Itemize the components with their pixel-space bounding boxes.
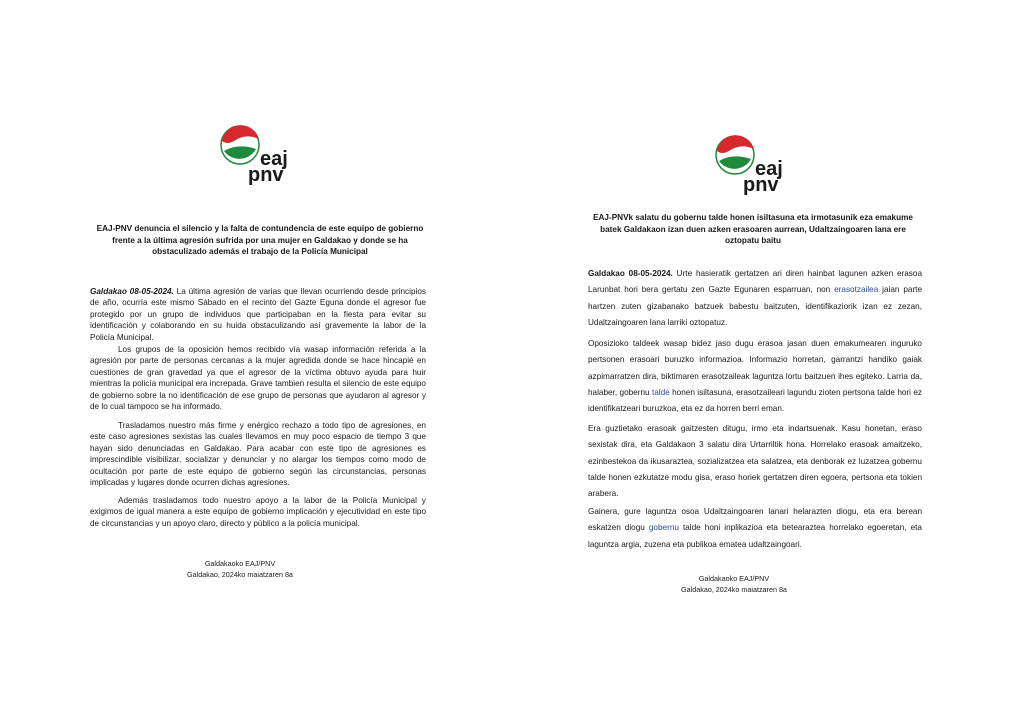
left-paragraph-4: Además trasladamos todo nuestro apoyo a la labor de la Policía Municipal y exigimos de igual manera a este equipo de gobierno implicación y ejecutividad en este tipo de circunstancias y un apoyo claro, directo y público a la policía municipal. (90, 496, 426, 528)
right-signature-org: Galdakaoko EAJ/PNV (698, 574, 770, 583)
logo-graphic (713, 133, 797, 195)
svg-text:pnv: pnv (743, 174, 779, 195)
svg-text:eaj: eaj (755, 158, 783, 180)
left-paragraph-1: Galdakao 08-05-2024. La última agresión de varias que llevan ocurriendo desde principios de año, ocurría este mismo Sábado en el recinto del Gazte Eguna donde el agresor fue protegido por un grupo de individuos que participaban en la fiesta para evitar su identificación y colaborando en su huida obstaculizando así gravemente la labor de la Policía Municipal. (90, 287, 426, 342)
right-paragraph-1: Galdakao 08-05-2024. Urte hasieratik gertatzen ari diren hainbat lagunen azken erasoa Larunbat hori bera gertatu zen Gazte Egunaren esparruan, non erasotzailea jaian parte hartzen zuten gizabanako batzuek babestu baitzuten, identifikaziorik izan ez zezan, Udaltzaingoaren lana larriki oztopatuz. (588, 269, 923, 327)
right-headline: EAJ-PNVk salatu du gobernu talde honen isiltasuna eta irmotasunik eza emakume batek Galdakaon izan duen azken erasoaren aurrean, Udaltzaingoaren lana ere oztopatu baitu (593, 213, 913, 246)
left-paragraph-3: Trasladamos nuestro más firme y enérgico rechazo a todo tipo de agresiones, en este caso agresiones sexistas las cuales llevamos en muy poco espacio de tiempo 3 que hayan sido denunciadas en Galdakao. Para acabar con este tipo de agresiones es imprescindible visibilizar, socializar y denunciar y no alargar los tiempos como modo de ocultación por parte de este equipo de gobierno según las circunstancias, personas implicadas y lugares donde ocurren dichas agresiones. (90, 421, 426, 488)
svg-text:eaj: eaj (260, 148, 288, 170)
left-dateline: Galdakao 08-05-2024. (90, 287, 174, 296)
left-headline: EAJ-PNV denuncia el silencio y la falta de contundencia de este equipo de gobierno frente a la última agresión sufrida por una mujer en Galdakao y donde se ha obstaculizado además el trabajo de la Policía Municipal (96, 224, 424, 257)
right-paragraph-2: Oposizioko taldeek wasap bidez jaso dugu erasoa jasan duen emakumearen inguruko pertsonen erasoari buruzko informazioa. Informazio horretan, garrantzi handiko gaiak azpimarratzen dira, biktimaren erasotzaileak laguntza lortu baitzuen ihes egiteko. Larria da, halaber, gobernu talde honen isiltasuna, erasotzaileari lagundu zioten pertsona talde hori ez identifikatzeari buruzkoa, eta ez da horren berri eman. (588, 339, 923, 414)
logo-graphic (218, 123, 302, 185)
eaj-pnv-logo (218, 123, 302, 185)
right-signature (654, 573, 814, 595)
left-signature-org: Galdakaoko EAJ/PNV (204, 559, 276, 568)
eaj-pnv-logo (713, 133, 797, 195)
left-paragraph-2: Los grupos de la oposición hemos recibido vía wasap información referida a la agresión por parte de personas cercanas a la mujer agredida donde se hace hincapié en cuestiones de gran gravedad ya que el agresor de la víctima obtuvo ayuda para huir mientras la policía municipal era increpada. Grave tambien resulta el silencio de este equipo de gobierno sobre la no identificación de ese grupo de personas que ayudaron al agresor y de lo cual tampoco se ha informado. (90, 345, 426, 412)
svg-text:pnv: pnv (248, 164, 284, 185)
right-paragraph-3: Era guztietako erasoak gaitzesten ditugu, irmo eta indartsuenak. Kasu honetan, eraso sexistak dira, eta Galdakaon 3 salatu dira Urtarriltik hona. Horrelako erasoak amaitzeko, ezinbestekoa da ikusaraztea, sozializatzea eta salatzea, eta denborak ez luzatzea gobernu talde honen ezkutatze modu gisa, eraso horiek gertatzen diren egoera, pertsona eta tokien arabera. (588, 424, 922, 499)
right-dateline: Galdakao 08-05-2024. (588, 269, 673, 278)
right-paragraph-4: Gainera, gure laguntza osoa Udaltzaingoaren lanari helarazten diogu, eta era berean eskatzen diogu gobernu talde honi inplikazioa eta betearaztea horrelako egoeretan, eta laguntza argia, zuzena eta publikoa ematea udaltzaingoari. (588, 507, 922, 549)
left-signature-date: Galdakao, 2024ko maiatzaren 8a (187, 570, 293, 579)
right-signature-date: Galdakao, 2024ko maiatzaren 8a (681, 585, 787, 594)
left-signature (160, 558, 320, 580)
